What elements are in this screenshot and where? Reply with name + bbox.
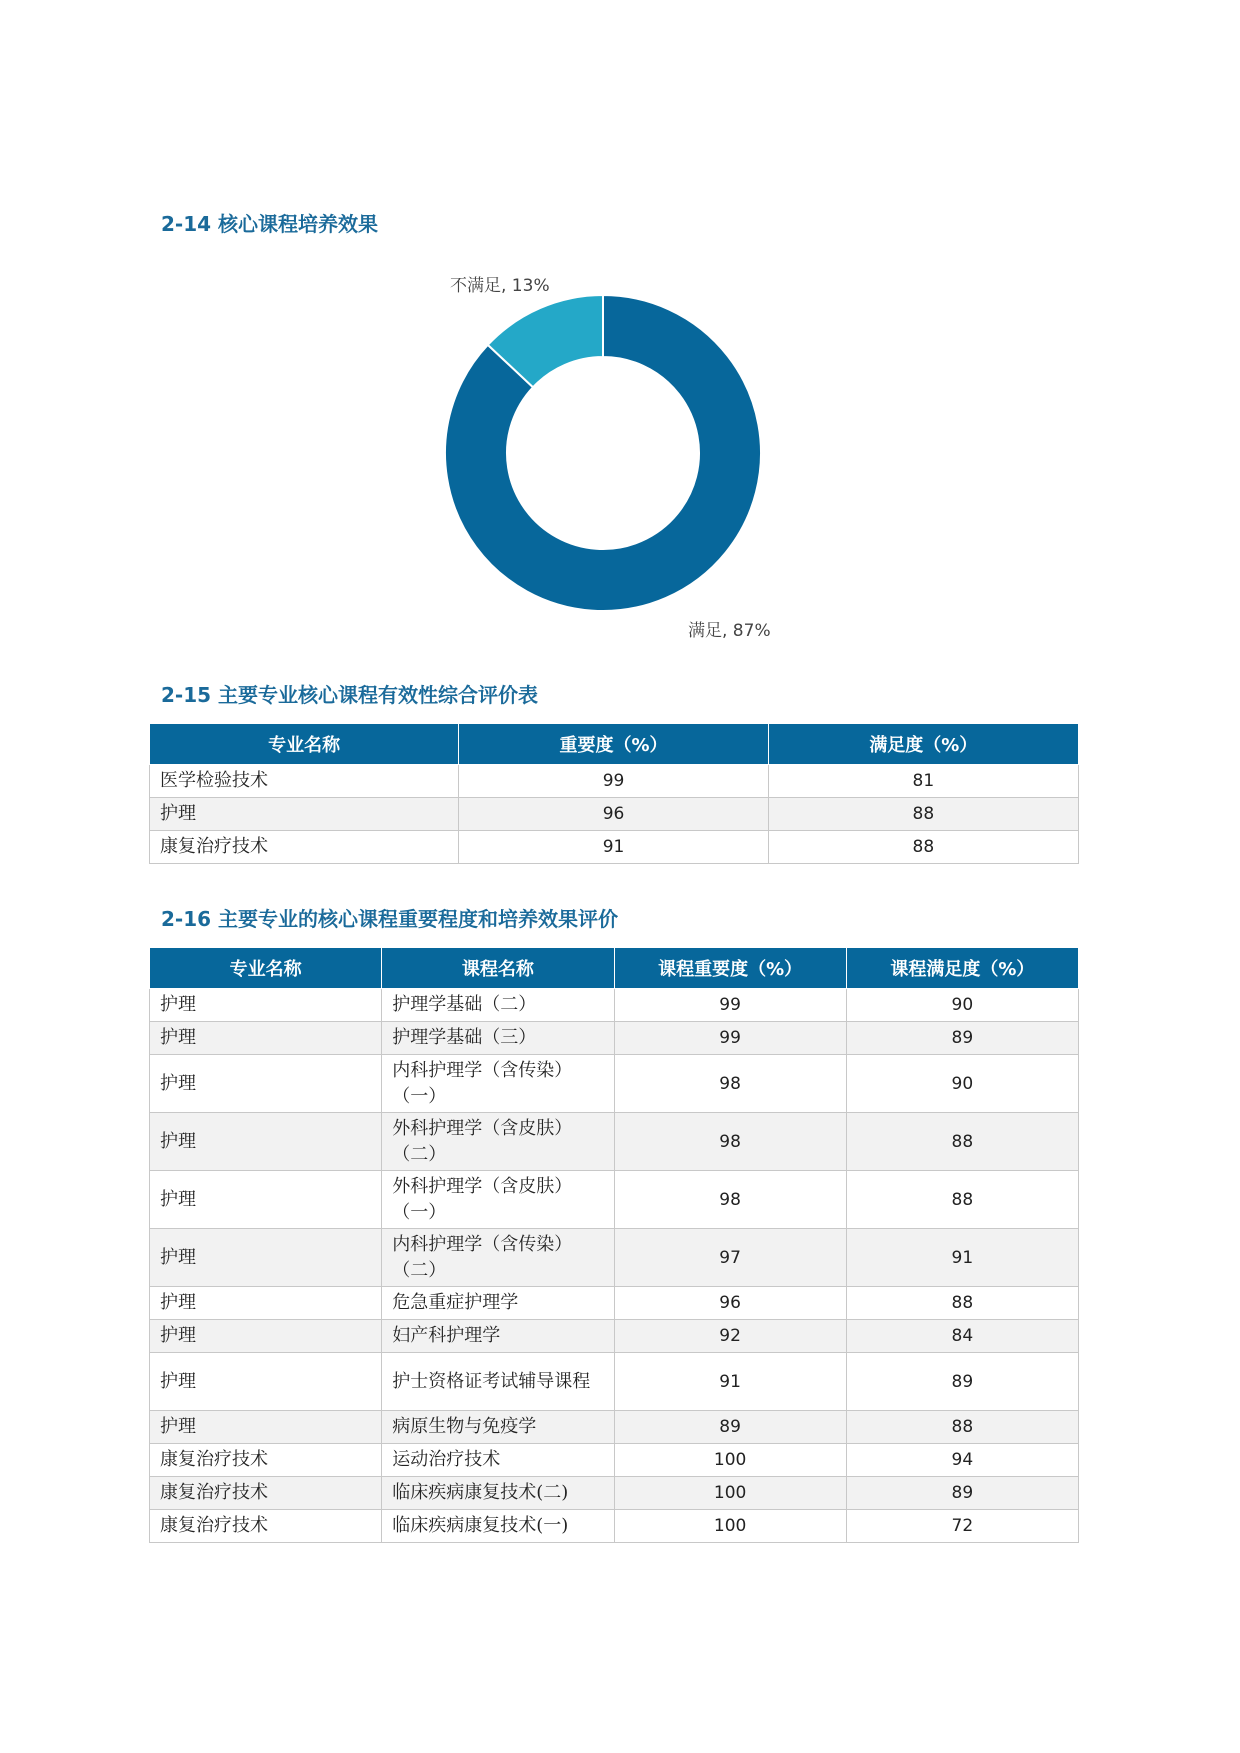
table-row [150,1022,1079,1055]
table-header-row [150,948,1079,989]
table-cell: 99 [614,1022,846,1055]
table-cell: 89 [846,1477,1078,1510]
table-cell: 康复治疗技术 [150,1477,382,1510]
table-cell: 病原生物与免疫学 [382,1411,614,1444]
table-cell: 100 [614,1444,846,1477]
table-cell: 护理 [150,1171,382,1229]
table-cell: 临床疾病康复技术(一) [382,1510,614,1543]
table-cell: 100 [614,1477,846,1510]
table-cell: 外科护理学（含皮肤）（二） [382,1113,614,1171]
table-cell: 96 [459,798,768,831]
table-cell: 98 [614,1113,846,1171]
effectiveness-table [149,723,1079,864]
table-cell: 88 [768,798,1078,831]
figure-caption: 2-14 核心课程培养效果 [161,212,379,236]
table-cell: 康复治疗技术 [150,1444,382,1477]
table-row [150,1113,1079,1171]
column-header: 课程名称 [382,948,614,989]
data-label: 满足, 87% [688,621,771,641]
table-cell: 88 [846,1411,1078,1444]
table-cell: 88 [768,831,1078,864]
table-cell: 72 [846,1510,1078,1543]
table-cell: 81 [768,765,1078,798]
table-cell: 护理 [150,1287,382,1320]
table-cell: 护士资格证考试辅导课程 [382,1353,614,1411]
table-cell: 91 [614,1353,846,1411]
table-cell: 89 [614,1411,846,1444]
table-cell: 90 [846,989,1078,1022]
table-row [150,1444,1079,1477]
table-cell: 94 [846,1444,1078,1477]
table-cell: 康复治疗技术 [150,1510,382,1543]
table-cell: 护理 [150,1353,382,1411]
table-cell: 100 [614,1510,846,1543]
data-label: 不满足, 13% [450,276,550,296]
table-cell: 护理 [150,989,382,1022]
table-cell: 护理 [150,1411,382,1444]
column-header: 专业名称 [150,724,459,765]
table-cell: 护理 [150,1113,382,1171]
table-row [150,1477,1079,1510]
table-cell: 88 [846,1113,1078,1171]
table-row [150,1171,1079,1229]
column-header: 课程满足度（%） [846,948,1078,989]
table-cell: 护理 [150,798,459,831]
table-cell: 危急重症护理学 [382,1287,614,1320]
table-cell: 96 [614,1287,846,1320]
table-cell: 99 [614,989,846,1022]
table-caption: 2-15 主要专业核心课程有效性综合评价表 [161,683,539,707]
table-cell: 内科护理学（含传染）（二） [382,1229,614,1287]
table-cell: 外科护理学（含皮肤）（一） [382,1171,614,1229]
table-row [150,1229,1079,1287]
table-cell: 护理 [150,1022,382,1055]
column-header: 重要度（%） [459,724,768,765]
table-row [150,798,1079,831]
table-cell: 92 [614,1320,846,1353]
table-cell: 89 [846,1353,1078,1411]
table-row [150,989,1079,1022]
table-row [150,1287,1079,1320]
table-cell: 97 [614,1229,846,1287]
table-cell: 护理 [150,1055,382,1113]
table-cell: 84 [846,1320,1078,1353]
column-header: 专业名称 [150,948,382,989]
table-cell: 91 [846,1229,1078,1287]
table-cell: 护理学基础（三） [382,1022,614,1055]
table-cell: 内科护理学（含传染）（一） [382,1055,614,1113]
table-cell: 91 [459,831,768,864]
table-header-row [150,724,1079,765]
table-cell: 98 [614,1171,846,1229]
table-row [150,1320,1079,1353]
course-evaluation-table [149,947,1079,1543]
table-cell: 康复治疗技术 [150,831,459,864]
donut-chart [420,268,820,648]
table-cell: 护理学基础（二） [382,989,614,1022]
table-row [150,1353,1079,1411]
table-cell: 临床疾病康复技术(二) [382,1477,614,1510]
table-row [150,765,1079,798]
table-row [150,831,1079,864]
table-cell: 89 [846,1022,1078,1055]
table-cell: 运动治疗技术 [382,1444,614,1477]
table-row [150,1055,1079,1113]
table-caption: 2-16 主要专业的核心课程重要程度和培养效果评价 [161,907,619,931]
table-row [150,1510,1079,1543]
table-row [150,1411,1079,1444]
table-cell: 医学检验技术 [150,765,459,798]
table-cell: 护理 [150,1229,382,1287]
table-cell: 护理 [150,1320,382,1353]
table-cell: 98 [614,1055,846,1113]
column-header: 课程重要度（%） [614,948,846,989]
table-cell: 88 [846,1171,1078,1229]
table-cell: 90 [846,1055,1078,1113]
column-header: 满足度（%） [768,724,1078,765]
table-cell: 妇产科护理学 [382,1320,614,1353]
table-cell: 99 [459,765,768,798]
table-cell: 88 [846,1287,1078,1320]
